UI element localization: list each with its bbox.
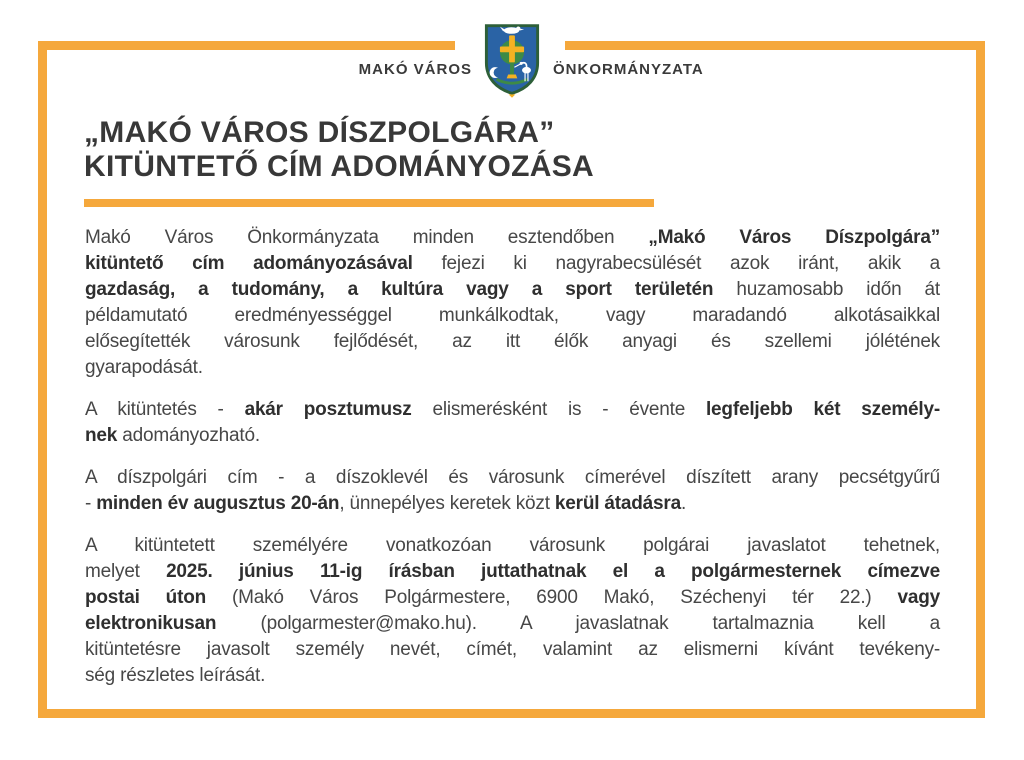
text-line: elektronikusan (polgarmester@mako.hu). A javaslatnak tartalmaznia kell a xyxy=(85,613,940,634)
frame-border-top-right xyxy=(565,41,985,50)
frame-border-right xyxy=(976,41,985,718)
mako-coat-of-arms-icon xyxy=(483,22,541,98)
page-title-line-2: KITÜNTETŐ CÍM ADOMÁNYOZÁSA xyxy=(84,150,594,183)
page-title-line-1: „MAKÓ VÁROS DÍSZPOLGÁRA” xyxy=(84,116,555,149)
paragraph xyxy=(85,225,940,381)
text-line: A kitüntetett személyére vonatkozóan városunk polgárai javaslatot tehetnek, xyxy=(85,535,940,556)
frame-border-left xyxy=(38,41,47,718)
frame-border-top-left xyxy=(38,41,455,50)
text-line: Makó Város Önkormányzata minden esztendőben „Makó Város Díszpolgára” xyxy=(85,227,940,248)
text-line: kitüntető cím adományozásával fejezi ki nagyrabecsülését azok iránt, akik a xyxy=(85,253,940,274)
text-line: nek adományozható. xyxy=(85,425,260,446)
text-line: A díszpolgári cím - a díszoklevél és városunk címerével díszített arany pecsétgyűrű xyxy=(85,467,940,488)
paragraph xyxy=(85,533,940,689)
page-title xyxy=(84,116,594,184)
paragraph xyxy=(85,397,940,449)
text-line: A kitüntetés - akár posztumusz elismerésként is - évente legfeljebb két személy- xyxy=(85,399,940,420)
text-line: melyet 2025. június 11-ig írásban juttathatnak el a polgármesternek címezve xyxy=(85,561,940,582)
text-line: kitüntetésre javasolt személy nevét, címét, valamint az elismerni kívánt tevékeny- xyxy=(85,639,940,660)
body-paragraphs xyxy=(85,225,940,689)
text-line: gyarapodását. xyxy=(85,357,203,378)
text-line: ség részletes leírását. xyxy=(85,665,266,686)
text-line: példamutató eredményességgel munkálkodtak, vagy maradandó alkotásaikkal xyxy=(85,305,940,326)
text-line: gazdaság, a tudomány, a kultúra vagy a sport területén huzamosabb időn át xyxy=(85,279,940,300)
header-municipality-label: ÖNKORMÁNYZATA xyxy=(553,61,704,78)
frame-border-bottom xyxy=(38,709,985,718)
text-line: - minden év augusztus 20-án, ünnepélyes keretek közt kerül átadásra. xyxy=(85,493,687,514)
header-city-label: MAKÓ VÁROS xyxy=(358,61,472,78)
text-line: postai úton (Makó Város Polgármestere, 6900 Makó, Széchenyi tér 22.) vagy xyxy=(85,587,940,608)
title-underline-rule xyxy=(84,199,654,207)
paragraph xyxy=(85,465,940,517)
text-line: elősegítették városunk fejlődését, az itt élők anyagi és szellemi jólétének xyxy=(85,331,940,352)
